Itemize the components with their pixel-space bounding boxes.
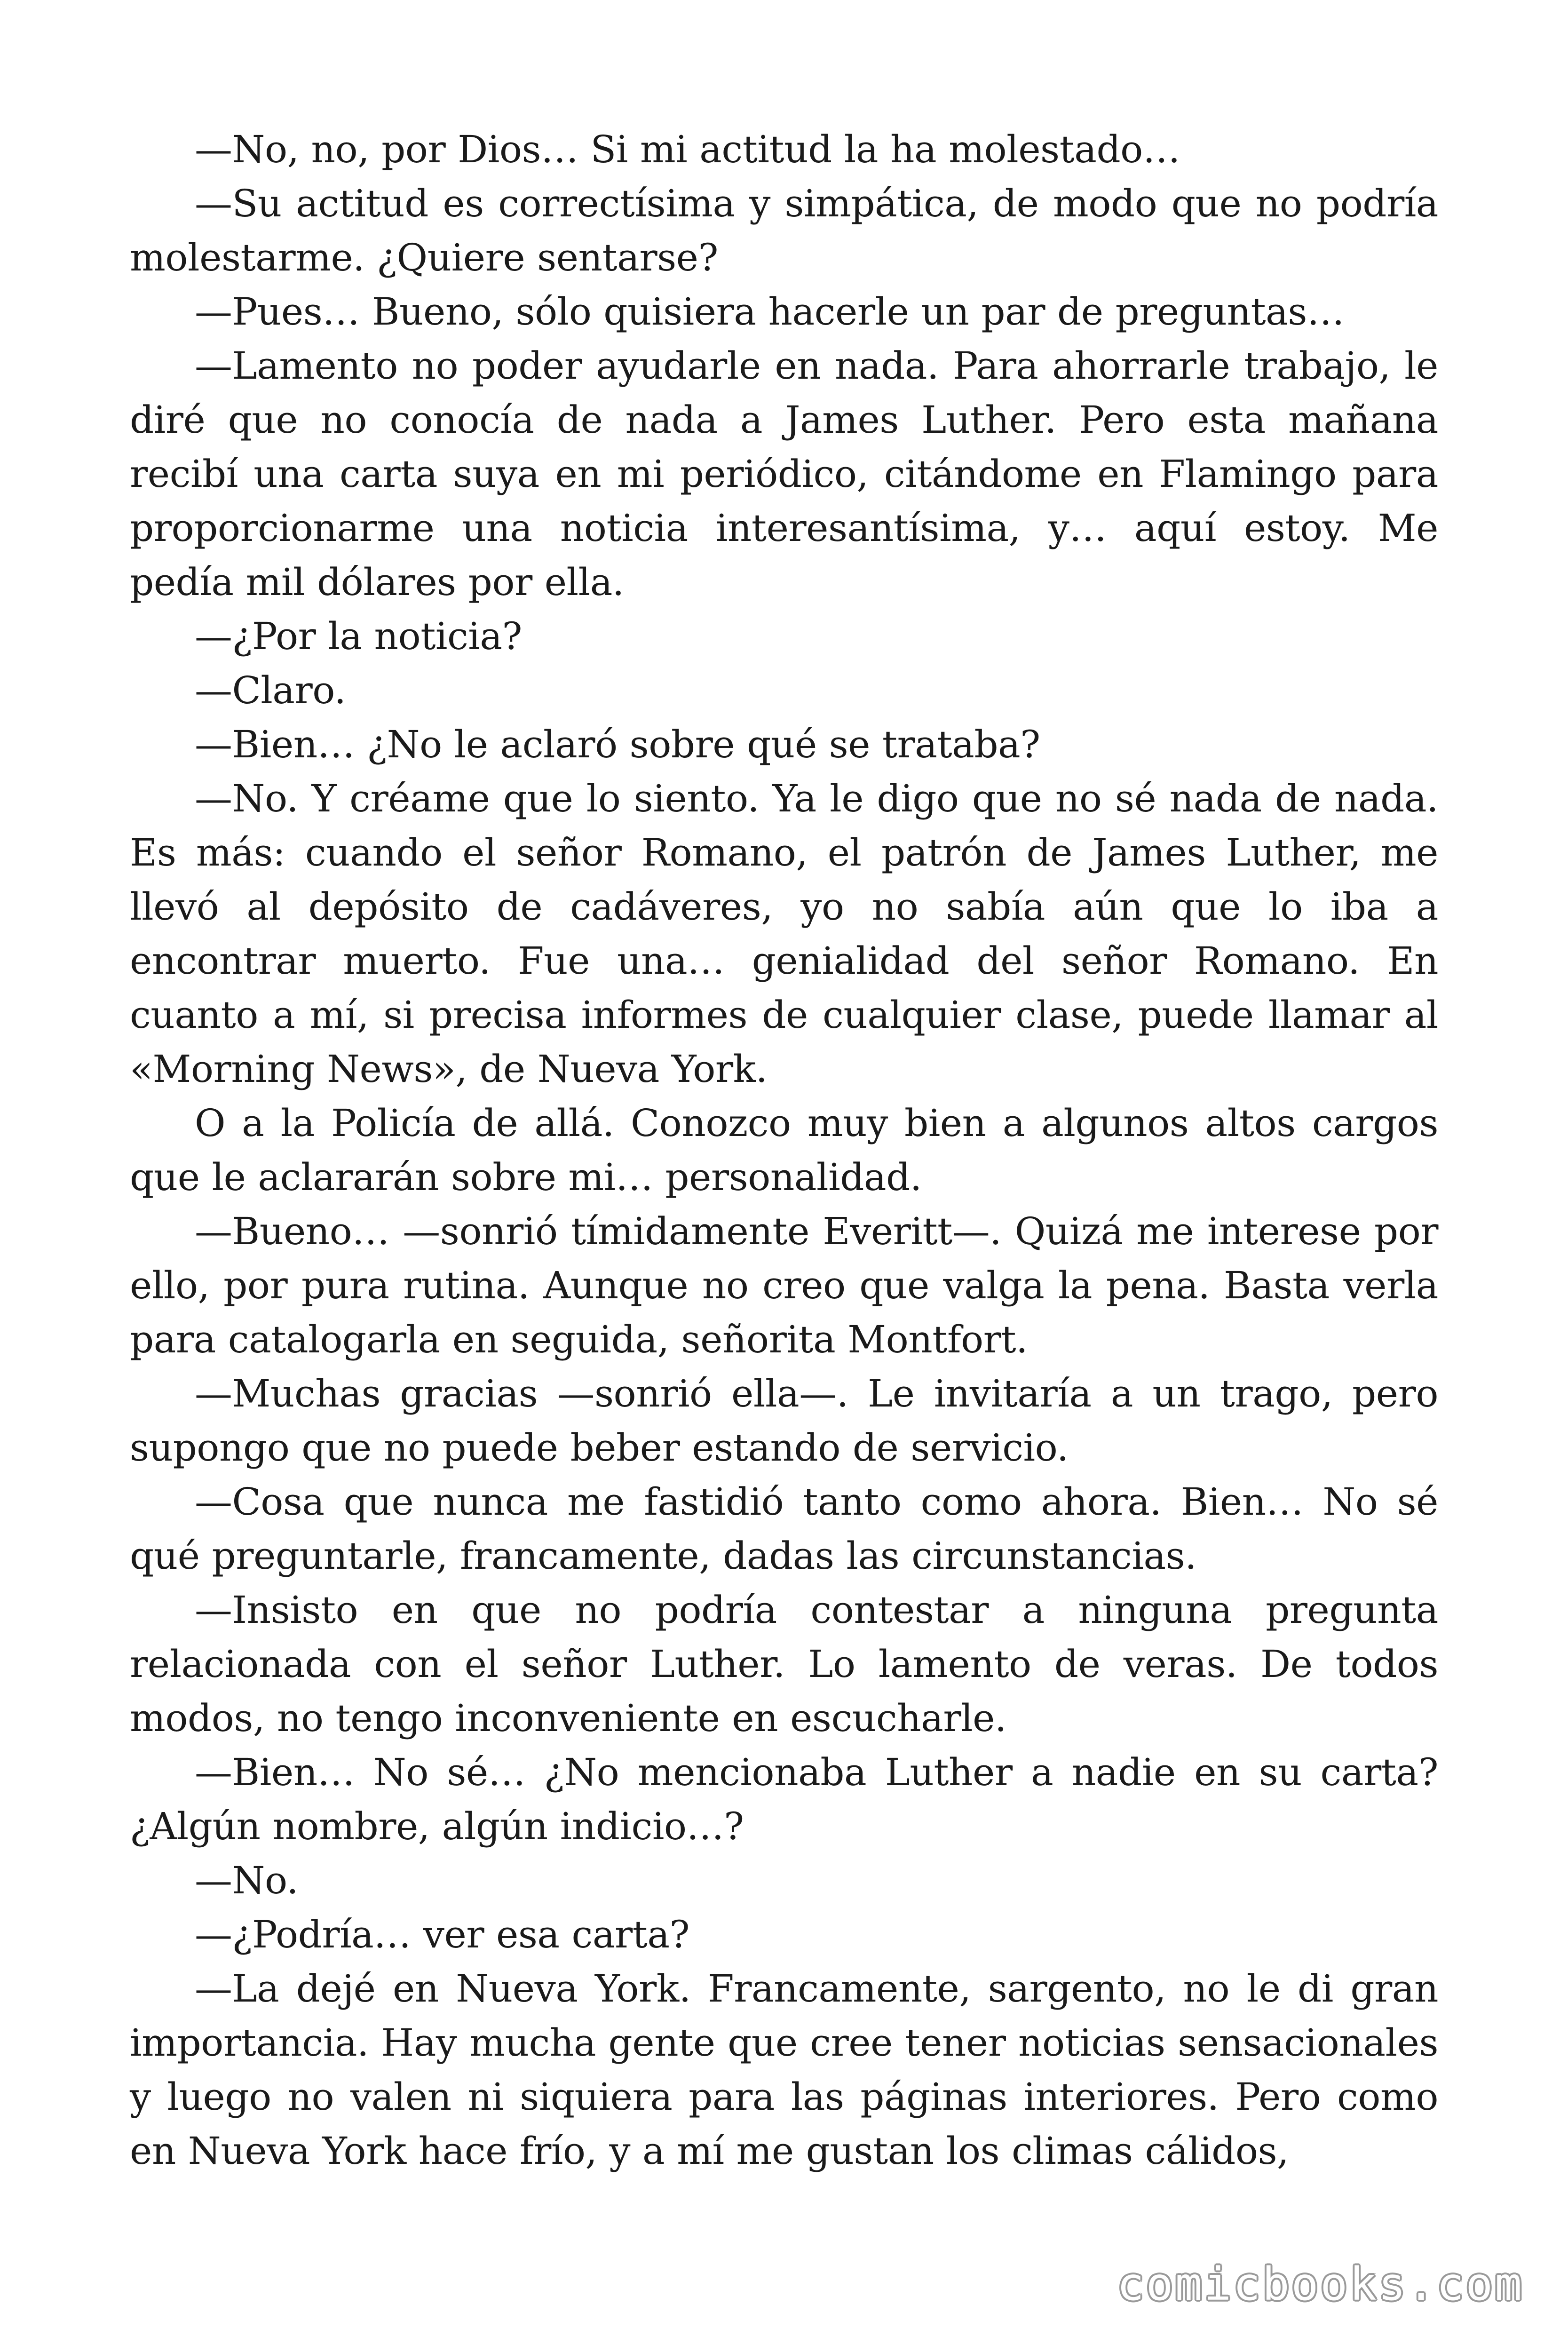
paragraph-7: —Bien… ¿No le aclaró sobre qué se trataba? xyxy=(195,723,1040,766)
paragraph-2: —Su actitud es correctísima y simpática, de modo que no podría molestarme. ¿Quiere sentarse? xyxy=(130,182,1438,279)
paragraph-15: —No. xyxy=(195,1859,299,1902)
body-text xyxy=(130,122,1438,2178)
paragraph-8: —No. Y créame que lo siento. Ya le digo que no sé nada de nada. Es más: cuando el señor Romano, el patrón de James Luther, me llevó al depósito de cadáveres, yo no sabía aún que lo iba a encontrar muerto. Fue una… genialidad del señor Romano. En cuanto a mí, si precisa informes de cualquier clase, puede llamar al «Morning News», de Nueva York. xyxy=(130,777,1438,1091)
paragraph-16: —¿Podría… ver esa carta? xyxy=(195,1913,690,1956)
watermark-text: comicbooks.com xyxy=(1117,2258,1524,2311)
paragraph-13: —Insisto en que no podría contestar a ninguna pregunta relacionada con el señor Luther. Lo lamento de veras. De todos modos, no tengo inconveniente en escucharle. xyxy=(130,1588,1438,1740)
paragraph-5: —¿Por la noticia? xyxy=(195,614,522,658)
paragraph-14: —Bien… No sé… ¿No mencionaba Luther a nadie en su carta? ¿Algún nombre, algún indicio…? xyxy=(130,1750,1438,1848)
paragraph-11: —Muchas gracias —sonrió ella—. Le invitaría a un trago, pero supongo que no puede beber estando de servicio. xyxy=(130,1372,1438,1470)
paragraph-6: —Claro. xyxy=(195,668,346,712)
paragraph-17: —La dejé en Nueva York. Francamente, sargento, no le di gran importancia. Hay mucha gente que cree tener noticias sensacionales y luego no valen ni siquiera para las páginas interiores. Pero como en Nueva York hace frío, y a mí me gustan los climas cálidos, xyxy=(130,1967,1438,2173)
paragraph-3: —Pues… Bueno, sólo quisiera hacerle un par de preguntas… xyxy=(195,290,1345,334)
paragraph-4: —Lamento no poder ayudarle en nada. Para ahorrarle trabajo, le diré que no conocía de nada a James Luther. Pero esta mañana recibí una carta suya en mi periódico, citándome en Flamingo para proporcionarme una noticia interesantísima, y… aquí estoy. Me pedía mil dólares por ella. xyxy=(130,344,1438,604)
paragraph-10: —Bueno… —sonrió tímidamente Everitt—. Quizá me interese por ello, por pura rutina. Aunque no creo que valga la pena. Basta verla para catalogarla en seguida, señorita Montfort. xyxy=(130,1209,1438,1361)
paragraph-12: —Cosa que nunca me fastidió tanto como ahora. Bien… No sé qué preguntarle, francamente, dadas las circunstancias. xyxy=(130,1480,1438,1578)
paragraph-9: O a la Policía de allá. Conozco muy bien a algunos altos cargos que le aclararán sobre mi… personalidad. xyxy=(130,1101,1438,1199)
paragraph-1: —No, no, por Dios… Si mi actitud la ha molestado… xyxy=(195,127,1180,171)
